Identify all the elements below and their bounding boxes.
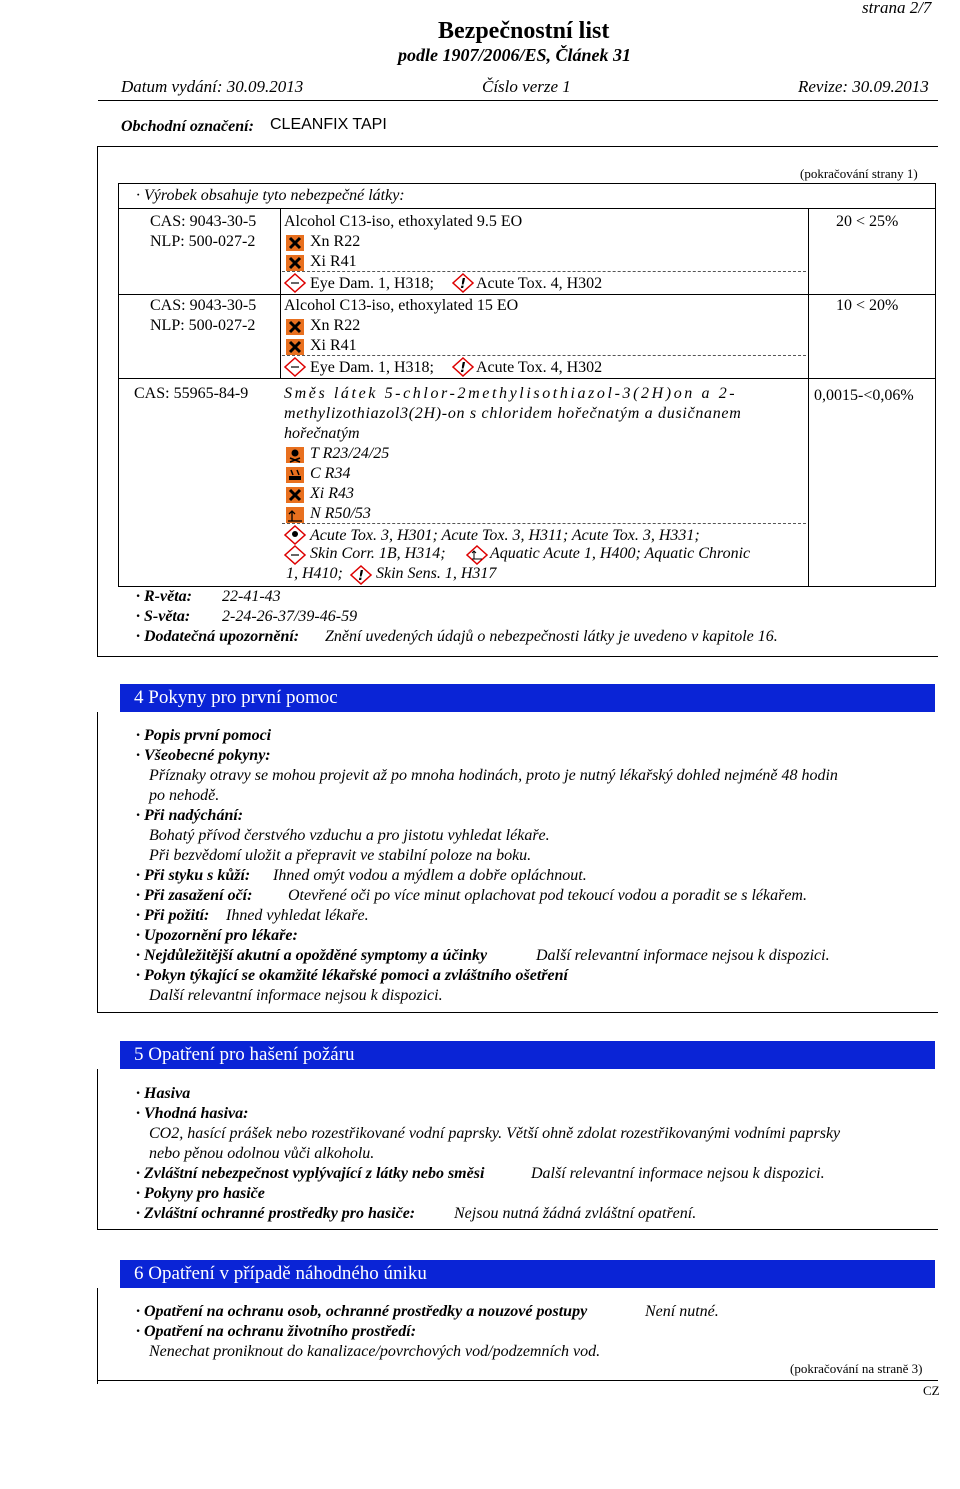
r-phrase: Xi R43 xyxy=(310,485,354,502)
header-divider xyxy=(98,100,938,101)
skin-contact-text: Ihned omýt vodou a mýdlem a dobře opláchnout. xyxy=(273,867,587,884)
nlp-number: NLP: 500-027-2 xyxy=(150,317,256,334)
symptoms-label: · Nejdůležitější akutní a opožděné symptomy a účinky xyxy=(136,947,488,964)
r-phrases-value: 22-41-43 xyxy=(222,588,281,605)
row-rule-2 xyxy=(118,378,936,379)
exclamation-ghs-icon xyxy=(452,357,474,377)
left-margin-rule xyxy=(97,146,98,656)
date-issued: Datum vydání: 30.09.2013 xyxy=(121,77,304,96)
r-phrase: T R23/24/25 xyxy=(310,445,390,462)
environment-ghs-icon xyxy=(466,545,488,565)
language-code: CZ xyxy=(923,1383,940,1398)
medical-attention-label: · Pokyn týkající se okamžité lékařské pomoci a zvláštního ošetření xyxy=(136,967,568,984)
environment-tree-icon xyxy=(286,507,304,523)
revision-date: Revize: 30.09.2013 xyxy=(798,77,929,96)
corrosive-icon xyxy=(286,467,304,483)
s-phrases-value: 2-24-26-37/39-46-59 xyxy=(222,608,358,625)
irritant-cross-icon xyxy=(286,487,304,503)
physician-note-label: · Upozornění pro lékaře: xyxy=(136,927,298,944)
additional-notes-text: Znění uvedených údajů o nebezpečnosti látky je uvedeno v kapitole 16. xyxy=(325,628,778,645)
ingestion-text: Ihned vyhledat lékaře. xyxy=(226,907,369,924)
environmental-precautions-label: · Opatření na ochranu životního prostředí: xyxy=(136,1323,417,1340)
substances-heading: · Výrobek obsahuje tyto nebezpečné látky: xyxy=(136,187,405,204)
section5-bottom-rule xyxy=(97,1229,938,1230)
svg-text:!: ! xyxy=(358,569,364,584)
first-aid-description: · Popis první pomoci xyxy=(136,727,272,744)
symptoms-text: Další relevantní informace nejsou k dispozici. xyxy=(536,947,830,964)
substance-name: Alcohol C13-iso, ethoxylated 15 EO xyxy=(284,297,519,314)
trade-name-divider xyxy=(98,146,938,147)
inhalation-text: Bohatý přívod čerstvého vzduchu a pro jistotu vyhledat lékaře. xyxy=(149,827,550,844)
section-6-heading: 6 Opatření v případě náhodného úniku xyxy=(120,1260,935,1288)
substance-name-line: hořečnatým xyxy=(284,425,360,442)
nlp-number: NLP: 500-027-2 xyxy=(150,233,256,250)
irritant-cross-icon xyxy=(286,255,304,271)
concentration: 0,0015-<0,06% xyxy=(814,387,914,404)
trade-name-value: CLEANFIX TAPI xyxy=(270,116,387,133)
protective-equipment-text: Nejsou nutná žádná zvláštní opatření. xyxy=(454,1205,697,1222)
toxic-skull-icon xyxy=(286,447,304,463)
cas-number: CAS: 9043-30-5 xyxy=(150,213,257,230)
general-advice-label: · Všeobecné pokyny: xyxy=(136,747,271,764)
r-phrase: Xn R22 xyxy=(310,233,361,250)
substance-name: Alcohol C13-iso, ethoxylated 9.5 EO xyxy=(284,213,523,230)
environmental-precautions-text: Nenechat proniknout do kanalizace/povrchových vod/podzemních vod. xyxy=(149,1343,601,1360)
r-phrases-label: · R-věta: xyxy=(136,588,192,605)
footer-rule xyxy=(97,1380,938,1381)
section-4-rule xyxy=(97,712,98,1012)
ingestion-label: · Při požití: xyxy=(136,907,210,924)
document-title: Bezpečnostní list xyxy=(438,18,610,44)
clp-classification: 1, H410; xyxy=(286,565,343,582)
s-phrases-label: · S-věta: xyxy=(136,608,191,625)
section-5-rule xyxy=(97,1069,98,1229)
col-rule-1 xyxy=(280,208,281,378)
clp-classification: Aquatic Acute 1, H400; Aquatic Chronic xyxy=(490,545,751,562)
clp-classification: Acute Tox. 4, H302 xyxy=(476,359,603,376)
irritant-cross-icon xyxy=(286,339,304,355)
section-6-rule xyxy=(97,1288,98,1384)
suitable-media-label: · Vhodná hasiva: xyxy=(136,1105,249,1122)
svg-text:!: ! xyxy=(460,277,466,292)
continuation-note-top: (pokračování strany 1) xyxy=(800,166,918,181)
clp-classification: Acute Tox. 3, H301; Acute Tox. 3, H311; Acute Tox. 3, H331; xyxy=(310,527,700,544)
cas-number: CAS: 9043-30-5 xyxy=(150,297,257,314)
clp-classification: Eye Dam. 1, H318; xyxy=(310,359,434,376)
suitable-media-text: nebo pěnou odolnou vůči alkoholu. xyxy=(149,1145,375,1162)
corrosion-ghs-icon xyxy=(284,545,306,565)
r-phrase: Xi R41 xyxy=(310,337,357,354)
r-phrase: C R34 xyxy=(310,465,351,482)
exclamation-ghs-icon xyxy=(350,565,372,585)
section-5-heading: 5 Opatření pro hašení požáru xyxy=(120,1041,935,1069)
concentration: 10 < 20% xyxy=(836,297,899,314)
clp-classification: Eye Dam. 1, H318; xyxy=(310,275,434,292)
page-number: strana 2/7 xyxy=(862,0,932,17)
r-phrase: Xi R41 xyxy=(310,253,357,270)
document-subtitle: podle 1907/2006/ES, Článek 31 xyxy=(398,45,632,65)
concentration: 20 < 25% xyxy=(836,213,899,230)
continuation-note-bottom: (pokračování na straně 3) xyxy=(790,1361,923,1376)
clp-classification: Acute Tox. 4, H302 xyxy=(476,275,603,292)
clp-divider xyxy=(282,271,806,272)
corrosion-ghs-icon xyxy=(284,357,306,377)
general-advice-text: po nehodě. xyxy=(149,787,220,804)
personal-precautions-text: Není nutné. xyxy=(645,1303,719,1320)
clp-classification: Skin Sens. 1, H317 xyxy=(376,565,497,582)
r-phrase: N R50/53 xyxy=(310,505,371,522)
special-hazards-text: Další relevantní informace nejsou k dispozici. xyxy=(531,1165,825,1182)
medical-attention-text: Další relevantní informace nejsou k dispozici. xyxy=(149,987,443,1004)
additional-notes-label: · Dodatečná upozornění: xyxy=(136,628,300,645)
table-header-rule xyxy=(118,208,936,209)
col-rule-3 xyxy=(808,378,809,587)
section3-bottom-rule xyxy=(97,656,938,657)
trade-name-label: Obchodní označení: xyxy=(121,118,254,135)
eye-contact-label: · Při zasažení očí: xyxy=(136,887,253,904)
section4-bottom-rule xyxy=(97,1012,938,1013)
inhalation-label: · Při nadýchání: xyxy=(136,807,244,824)
harmful-cross-icon xyxy=(286,235,304,251)
substance-name-line: Směs látek 5-chlor-2methylisothiazol-3(2H)on a 2- xyxy=(284,385,738,402)
clp-divider xyxy=(282,523,806,524)
extinguishing-media-label: · Hasiva xyxy=(136,1085,191,1102)
section-4-heading: 4 Pokyny pro první pomoc xyxy=(120,684,935,712)
firefighter-advice-label: · Pokyny pro hasiče xyxy=(136,1185,265,1202)
personal-precautions-label: · Opatření na ochranu osob, ochranné prostředky a nouzové postupy xyxy=(136,1303,588,1320)
protective-equipment-label: · Zvláštní ochranné prostředky pro hasiče: xyxy=(136,1205,416,1222)
cas-number: CAS: 55965-84-9 xyxy=(134,385,249,402)
svg-text:!: ! xyxy=(460,361,466,376)
clp-classification: Skin Corr. 1B, H314; xyxy=(310,545,446,562)
suitable-media-text: CO2, hasící prášek nebo rozestřikované vodní paprsky. Větší ohně zdolat rozestřikovanými vodními paprsky xyxy=(149,1125,841,1142)
special-hazards-label: · Zvláštní nebezpečnost vyplývající z látky nebo směsi xyxy=(136,1165,485,1182)
general-advice-text: Příznaky otravy se mohou projevit až po mnoha hodinách, proto je nutný lékařský dohled nejméně 48 hodin xyxy=(149,767,838,784)
eye-contact-text: Otevřené oči po více minut oplachovat pod tekoucí vodou a poradit se s lékařem. xyxy=(288,887,807,904)
harmful-cross-icon xyxy=(286,319,304,335)
col-rule-2 xyxy=(808,208,809,378)
inhalation-text: Při bezvědomí uložit a přepravit ve stabilní poloze na boku. xyxy=(149,847,532,864)
clp-divider xyxy=(282,355,806,356)
row-rule-1 xyxy=(118,294,936,295)
skull-ghs-icon xyxy=(284,525,306,545)
skin-contact-label: · Při styku s kůží: xyxy=(136,867,251,884)
version-number: Číslo verze 1 xyxy=(482,77,571,96)
r-phrase: Xn R22 xyxy=(310,317,361,334)
substance-name-line: methylizothiazol3(2H)-on s chloridem hořečnatým a dusičnanem xyxy=(284,405,742,422)
exclamation-ghs-icon xyxy=(452,273,474,293)
corrosion-ghs-icon xyxy=(284,273,306,293)
